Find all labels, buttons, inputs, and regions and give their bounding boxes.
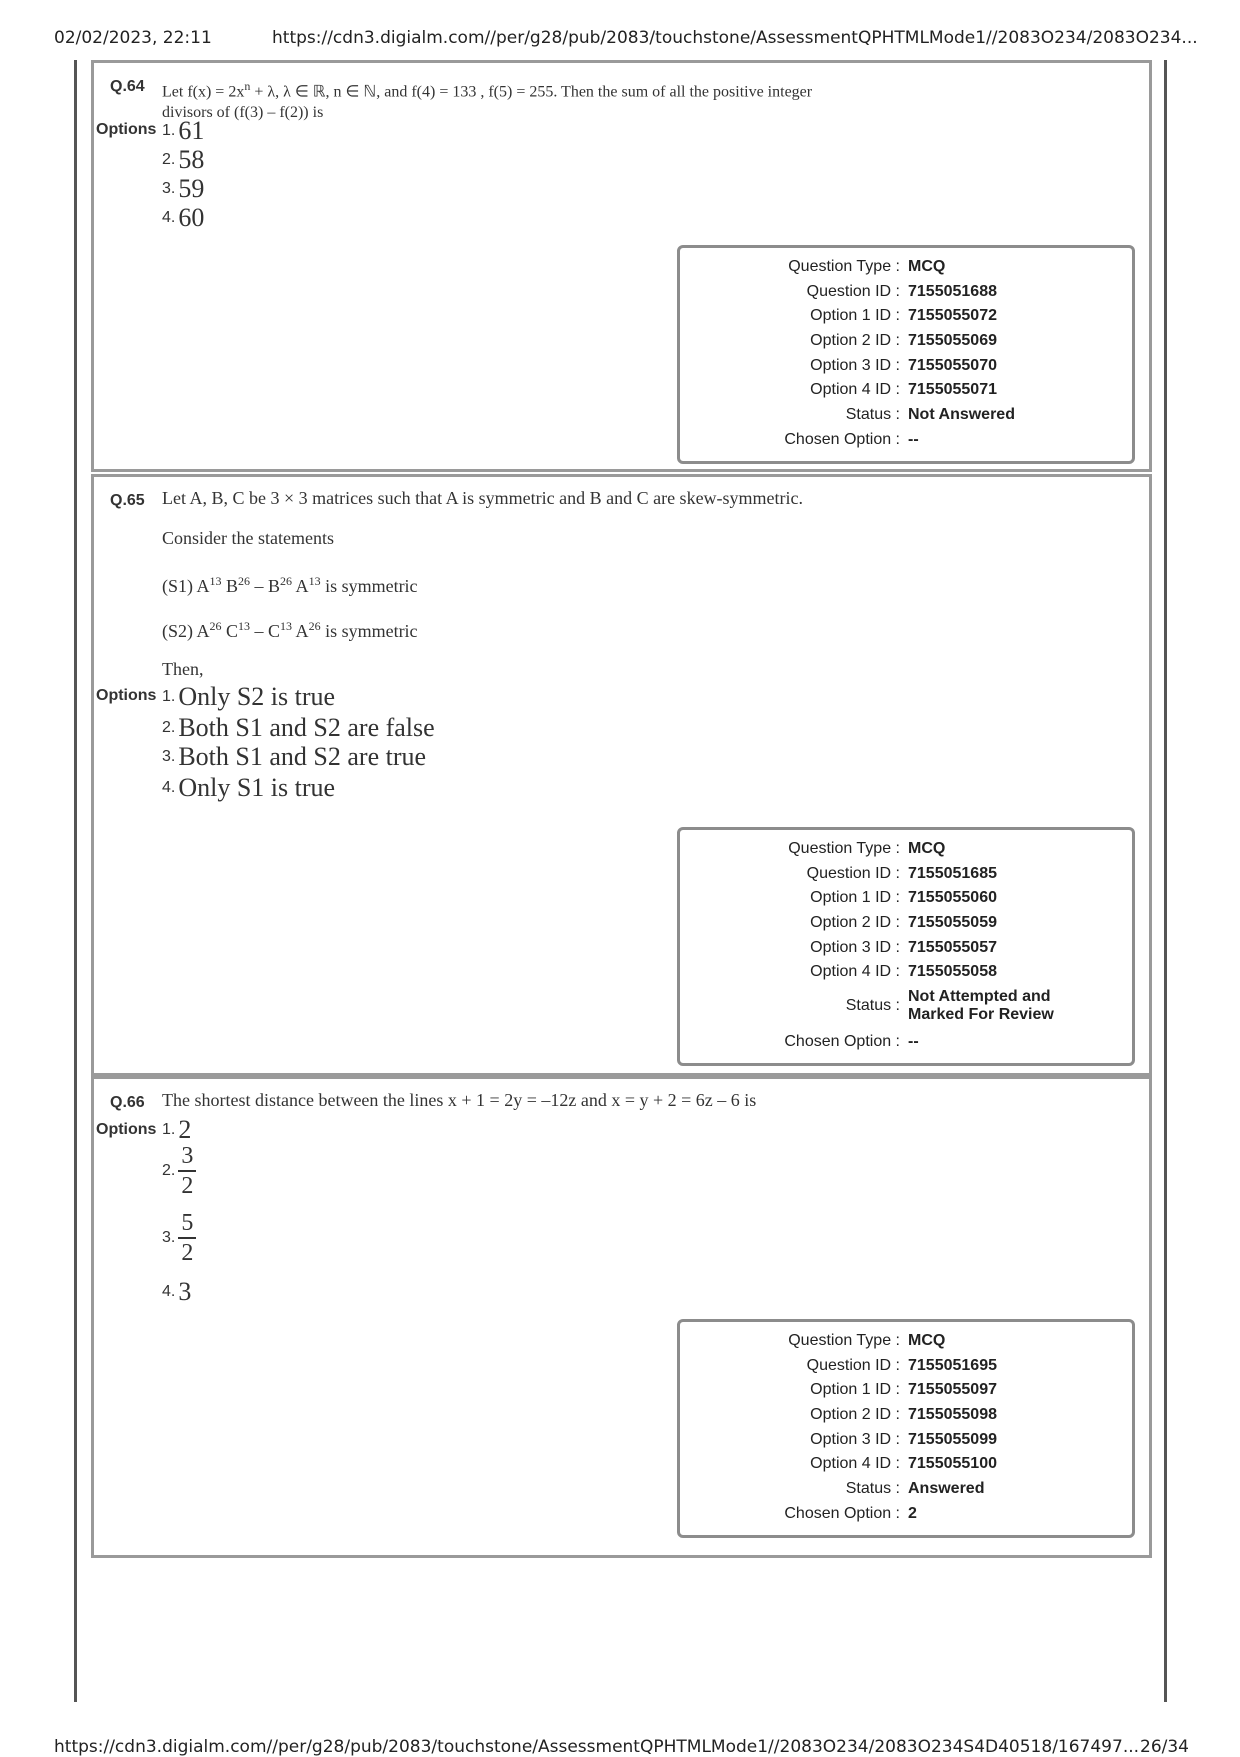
option-3[interactable]: 3. Both S1 and S2 are true	[162, 742, 427, 771]
question-meta-box: Question Type : MCQ Question ID : 7155051695 Option 1 ID : 7155055097 Option 2 ID : 7155055098 Option 3 ID : 7155055099 Option 4 ID : 7155055100 Status : Answered Chosen Option : 2	[677, 1319, 1135, 1538]
question-block-65	[91, 474, 1152, 1076]
question-id-value: 7155051695	[908, 1357, 997, 1374]
question-text-line-2: Consider the statements	[162, 528, 334, 548]
option-1[interactable]: 1. Only S2 is true	[162, 682, 336, 711]
question-text-then: Then,	[162, 659, 204, 679]
option-3[interactable]: 3. 59	[162, 174, 205, 203]
question-type-value: MCQ	[908, 1332, 946, 1349]
question-number: Q.65	[110, 492, 145, 509]
page-number: 26/34	[1140, 1737, 1189, 1757]
options-label: Options	[96, 687, 157, 704]
question-text-line-1: Let A, B, C be 3 × 3 matrices such that A is symmetric and B and C are skew-symmetric.	[162, 488, 804, 508]
left-border-line	[74, 60, 77, 1702]
question-text: Let $f(x) = 2x^n + \lambda$, λ ∈ ℝ, n ∈ ℕ, and f(4) = 133 , f(5) = 255. Then the sum of all the positive integer divisors of (f(3) – f(2)) is	[162, 79, 813, 122]
question-number: Q.64	[110, 78, 145, 95]
question-text: The shortest distance between the lines x + 1 = 2y = –12z and x = y + 2 = 6z – 6 is	[162, 1090, 757, 1110]
question-block-66	[91, 1076, 1152, 1558]
option-4[interactable]: 4. Only S1 is true	[162, 773, 336, 802]
option-4[interactable]: 4. 3	[162, 1277, 192, 1306]
statement-s2: (S2) $A^{26}$ $C^{13} - C^{13}$ $A^{26}$ is symmetric	[162, 619, 418, 641]
question-id-value: 7155051688	[908, 283, 997, 300]
question-meta-box: Question Type : MCQ Question ID : 7155051685 Option 1 ID : 7155055060 Option 2 ID : 7155055059 Option 3 ID : 7155055057 Option 4 ID : 7155055058 Status : Not Attempted and Marked For Review Chosen Option : --	[677, 827, 1135, 1066]
options-label: Options	[96, 121, 157, 138]
chosen-option-value: --	[908, 1033, 919, 1050]
status-value: Not Attempted and Marked For Review	[908, 988, 1054, 1023]
question-type-value: MCQ	[908, 840, 946, 857]
chosen-option-value: --	[908, 431, 919, 448]
question-number: Q.66	[110, 1094, 145, 1111]
option-1[interactable]: 1. 61	[162, 116, 205, 145]
question-type-value: MCQ	[908, 258, 946, 275]
print-header-url[interactable]: https://cdn3.digialm.com//per/g28/pub/2083/touchstone/AssessmentQPHTMLMode1//2083O234/2083O234...	[272, 28, 1198, 48]
option-2[interactable]: 2. Both S1 and S2 are false	[162, 713, 435, 742]
option-2[interactable]: 2. 58	[162, 145, 205, 174]
option-2[interactable]: 2. $\frac{3}{2}$	[162, 1143, 196, 1199]
fraction: $\frac{5}{2}$	[178, 1210, 196, 1266]
right-border-line	[1164, 60, 1167, 1702]
print-footer-url[interactable]: https://cdn3.digialm.com//per/g28/pub/2083/touchstone/AssessmentQPHTMLMode1//2083O234/2083O234S4D40518/167497...	[54, 1737, 1140, 1757]
option-1[interactable]: 1. 2	[162, 1115, 192, 1144]
option-3[interactable]: 3. $\frac{5}{2}$	[162, 1210, 196, 1266]
question-block-64	[91, 60, 1152, 472]
question-meta-box: Question Type : MCQ Question ID : 7155051688 Option 1 ID : 7155055072 Option 2 ID : 7155055069 Option 3 ID : 7155055070 Option 4 ID : 7155055071 Status : Not Answered Chosen Option : --	[677, 245, 1135, 464]
fraction: $\frac{3}{2}$	[178, 1143, 196, 1199]
status-value: Not Answered	[908, 406, 1015, 423]
status-value: Answered	[908, 1480, 985, 1497]
print-datetime: 02/02/2023, 22:11	[54, 28, 212, 48]
options-label: Options	[96, 1121, 157, 1138]
statement-s1: (S1) $A^{13}$ $B^{26} - B^{26}$ $A^{13}$ is symmetric	[162, 574, 418, 596]
option-4[interactable]: 4. 60	[162, 203, 205, 232]
question-id-value: 7155051685	[908, 865, 997, 882]
chosen-option-value: 2	[908, 1505, 917, 1522]
